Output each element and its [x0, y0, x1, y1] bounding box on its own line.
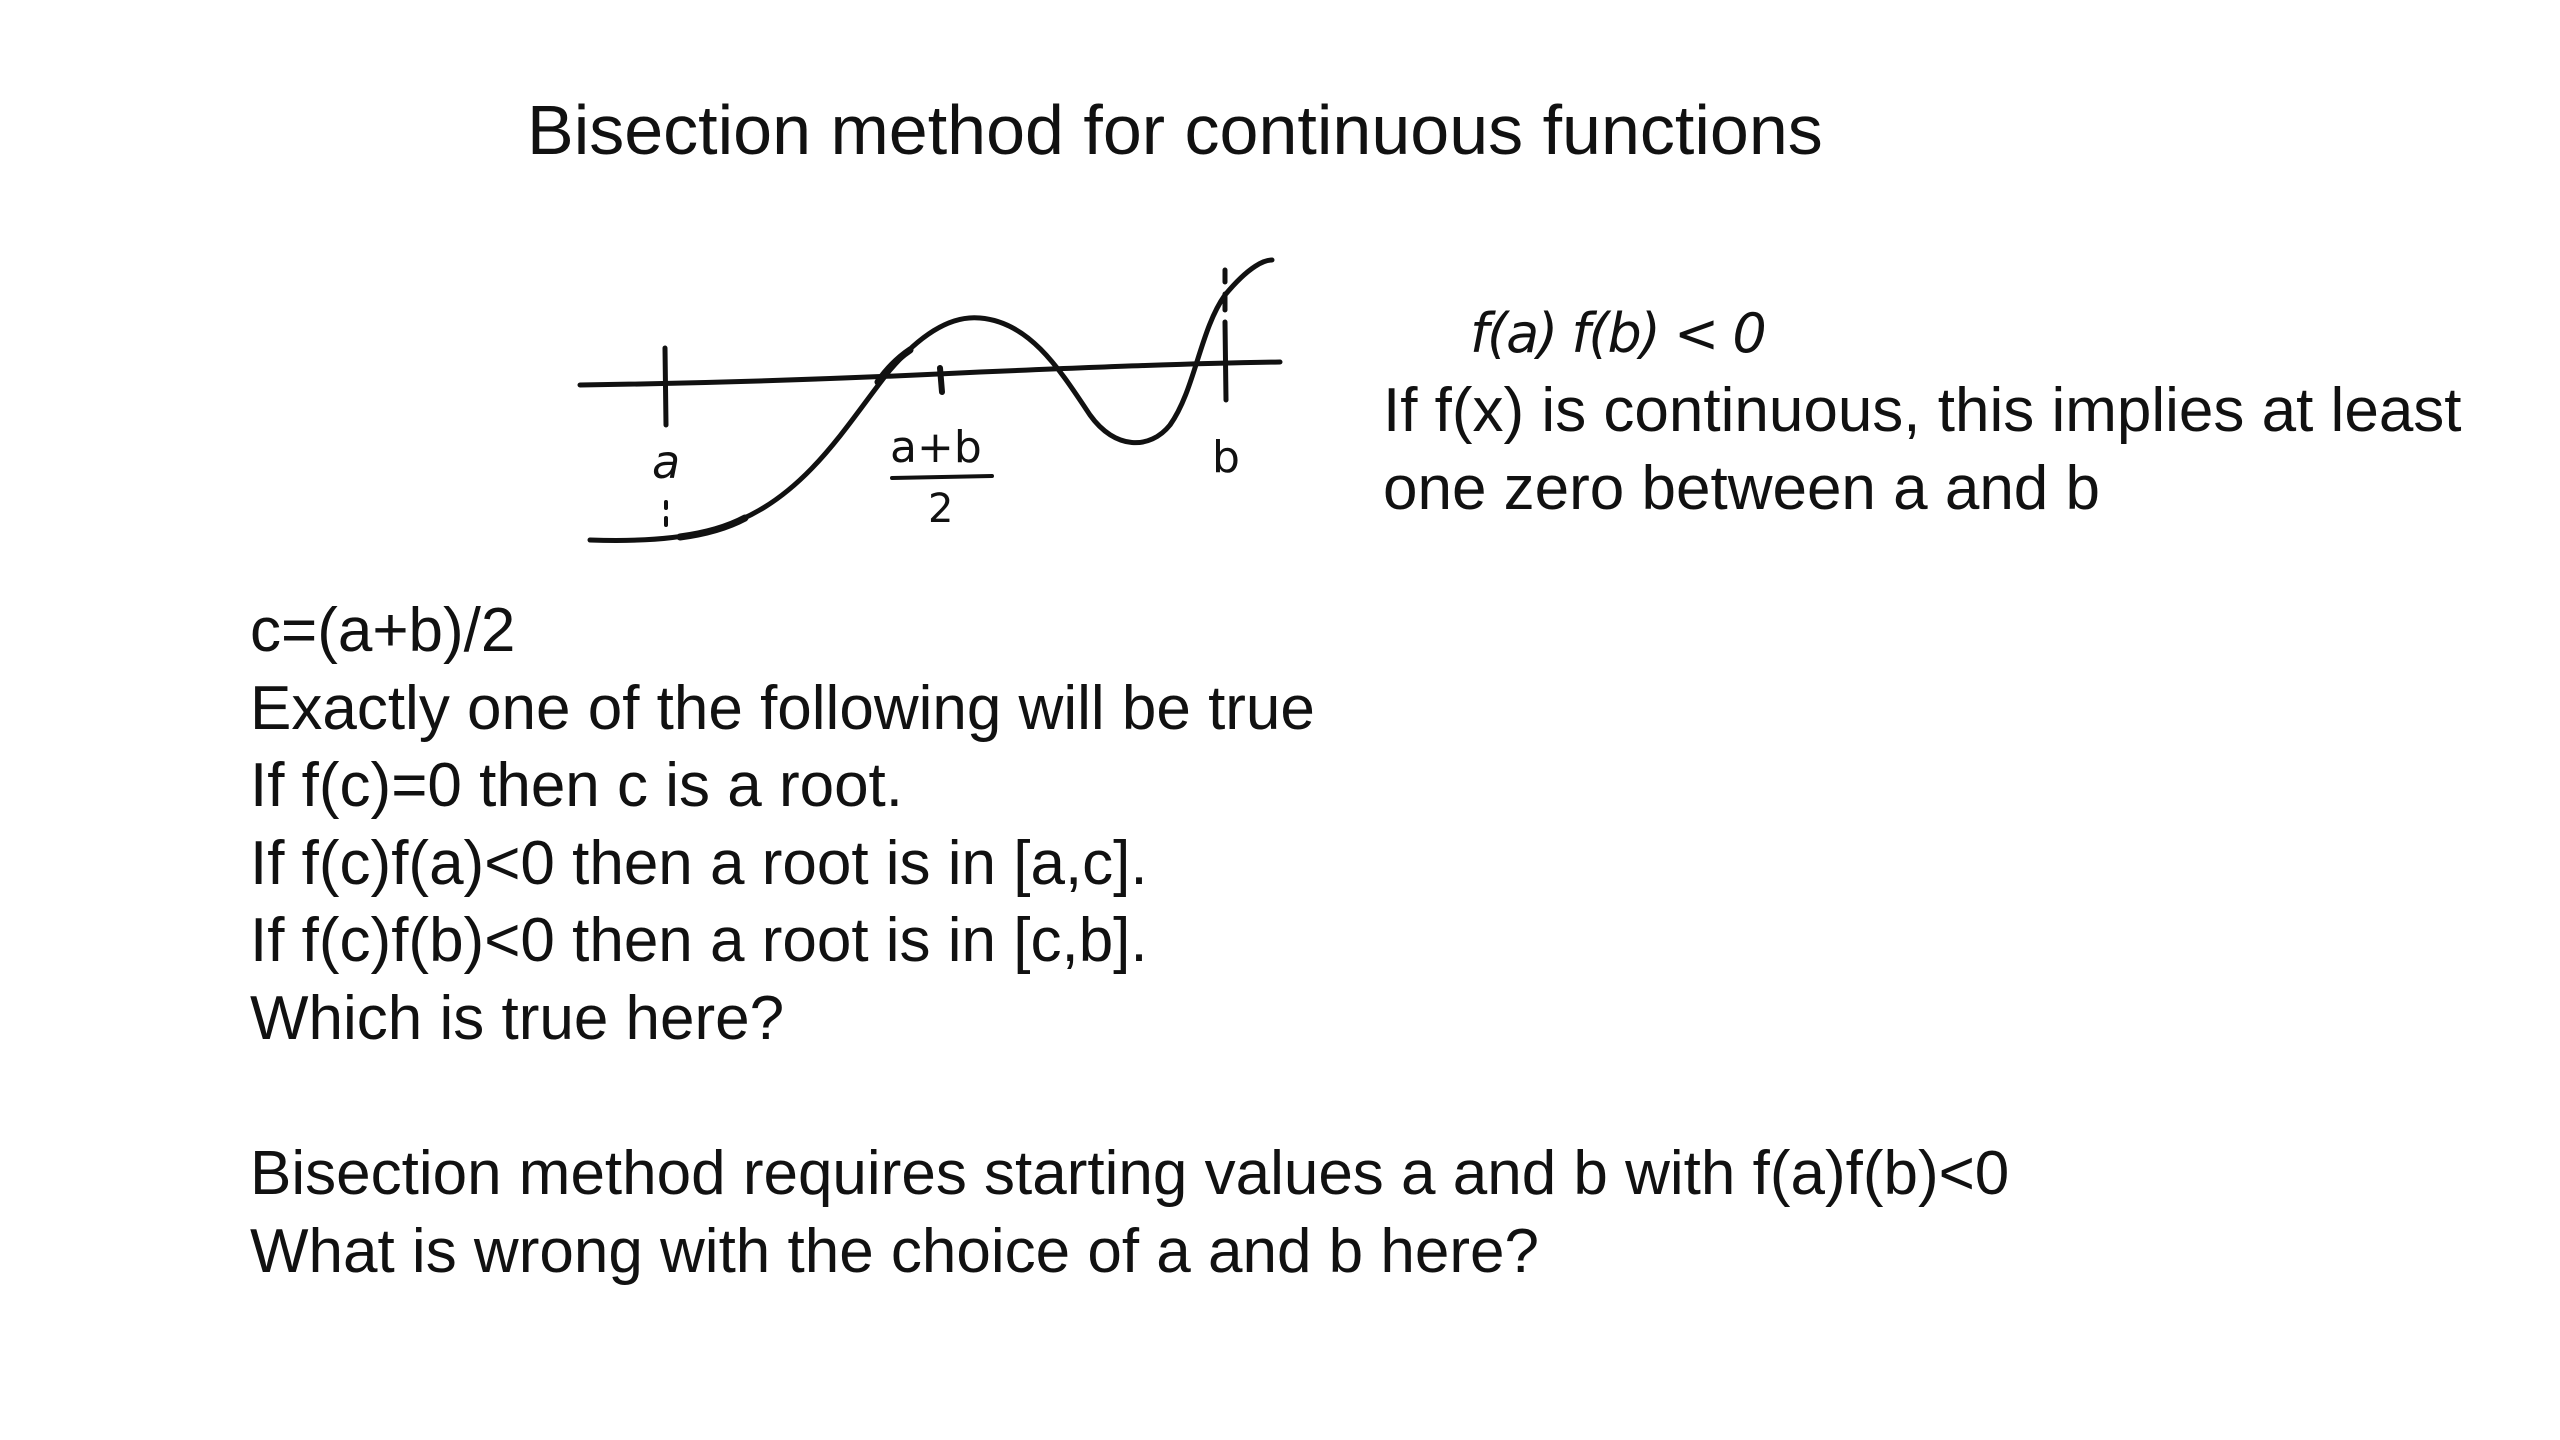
slide-title: Bisection method for continuous functions	[527, 91, 1823, 169]
sketch-label-a: a	[652, 435, 681, 489]
handwritten-condition-text: f(a) f(b) < 0	[1470, 302, 1765, 365]
continuity-note-line-2: one zero between a and b	[1383, 454, 2100, 523]
body-text	[250, 592, 2009, 1290]
handwritten-condition	[1470, 290, 1870, 380]
sketch-label-b: b	[1212, 432, 1240, 483]
body-line-question-2: What is wrong with the choice of a and b here?	[250, 1216, 1539, 1286]
sketch-fraction-bar	[892, 476, 992, 478]
sketch-label-ab-numerator: a+b	[890, 422, 982, 473]
body-line-midpoint: c=(a+b)/2	[250, 596, 516, 665]
body-line-exactly-one: Exactly one of the following will be true	[250, 673, 1315, 743]
tick-mid	[940, 368, 942, 392]
body-line-question-1: Which is true here?	[250, 983, 785, 1053]
function-curve-accent	[680, 518, 745, 537]
continuity-note-line-1: If f(x) is continuous, this implies at least	[1383, 376, 2462, 445]
body-line-case-right: If f(c)f(b)<0 then a root is in [c,b].	[250, 906, 1148, 975]
continuity-note	[1383, 372, 2462, 528]
body-line-requirement: Bisection method requires starting values a and b with f(a)f(b)<0	[250, 1139, 2010, 1208]
tick-b	[1225, 270, 1226, 400]
tick-a	[665, 348, 666, 425]
body-line-case-root: If f(c)=0 then c is a root.	[250, 751, 903, 820]
body-spacer	[250, 1057, 2009, 1135]
sketch-label-ab-denominator: 2	[928, 486, 954, 532]
handwritten-condition-svg	[1470, 290, 1870, 380]
function-sketch	[560, 250, 1320, 560]
body-line-case-left: If f(c)f(a)<0 then a root is in [a,c].	[250, 828, 1148, 898]
x-axis-line	[580, 362, 1280, 385]
function-sketch-svg	[560, 250, 1320, 560]
